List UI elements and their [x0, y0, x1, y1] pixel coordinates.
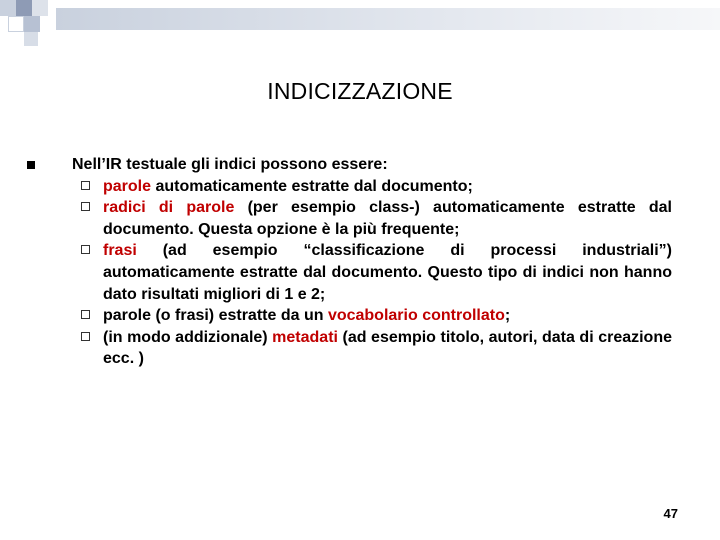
checkbox-bullet-icon — [81, 245, 90, 254]
list-item: radici di parole (per esempio class-) automaticamente estratte dal documento. Questa opzione è la più frequente; — [72, 197, 672, 240]
decor-square-3 — [32, 0, 48, 16]
page-number: 47 — [663, 506, 678, 521]
decor-square-2 — [16, 0, 32, 16]
checkbox-bullet-icon — [81, 310, 90, 319]
list-item: (in modo addizionale) metadati (ad esempio titolo, autori, data di creazione ecc. ) — [72, 327, 672, 370]
decor-square-6 — [24, 32, 38, 46]
decor-square-1 — [0, 0, 16, 16]
header-bar — [56, 8, 720, 30]
decor-square-4 — [8, 16, 24, 32]
list-item: parole (o frasi) estratte da un vocabolario controllato; — [72, 305, 672, 327]
sub-list — [72, 176, 672, 370]
list-item: parole automaticamente estratte dal documento; — [72, 176, 672, 198]
checkbox-bullet-icon — [81, 202, 90, 211]
main-bullet — [72, 154, 672, 176]
intro-text: Nell’IR testuale gli indici possono essere: — [72, 156, 388, 173]
checkbox-bullet-icon — [81, 332, 90, 341]
checkbox-bullet-icon — [81, 181, 90, 190]
square-bullet-icon — [27, 161, 35, 169]
slide-title: INDICIZZAZIONE — [267, 78, 453, 104]
slide-content — [72, 154, 672, 370]
list-item: frasi (ad esempio “classificazione di processi industriali”) automaticamente estratte dal documento. Questo tipo di indici non hanno dato risultati migliori di 1 e 2; — [72, 240, 672, 305]
decor-square-5 — [24, 16, 40, 32]
